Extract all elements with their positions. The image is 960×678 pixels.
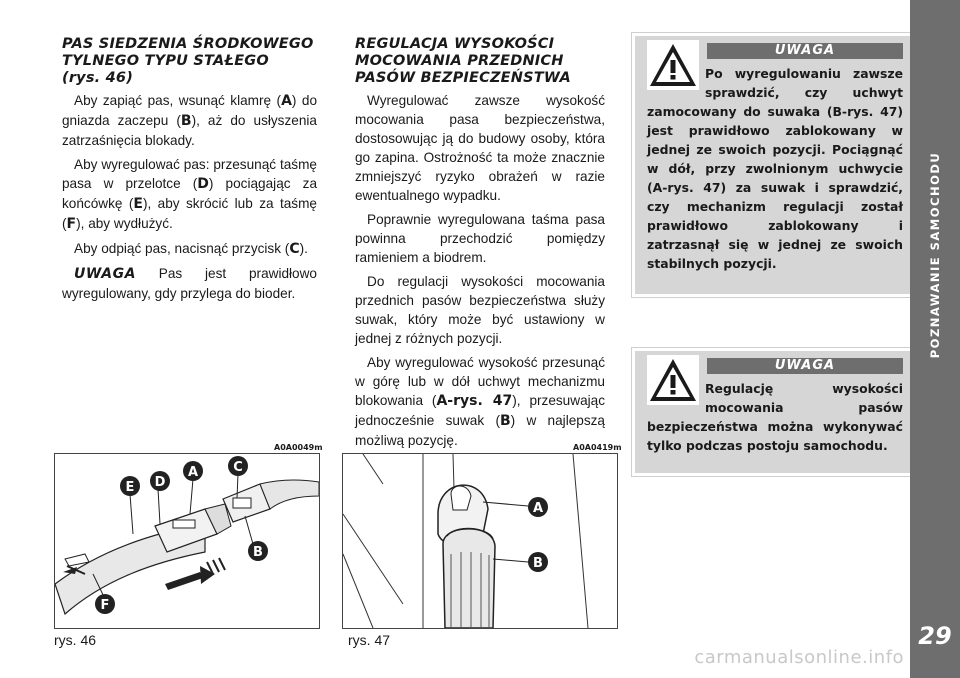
- figure-46: [54, 453, 320, 629]
- chapter-sidebar: [910, 0, 960, 678]
- callout-label: D: [154, 475, 166, 490]
- ref-letter: C: [289, 241, 300, 257]
- text-run: Pas jest prawidłowo wyregulowany, gdy przylega do bioder.: [62, 266, 317, 301]
- callout-label: A: [187, 465, 199, 480]
- paragraph: [355, 353, 605, 450]
- ref-letter: D: [197, 176, 209, 192]
- heading-line: MOCOWANIA PRZEDNICH: [355, 53, 564, 69]
- section-heading: [62, 36, 317, 87]
- text-run: Aby wyregulować pas: przesunąć taśmę pasa w przelotce (: [62, 157, 317, 191]
- seatbelt-buckle-illustration: [55, 454, 319, 628]
- text-run: Aby zapiąć pas, wsunąć klamrę (: [74, 93, 282, 108]
- section-center-belt: [62, 36, 317, 308]
- height-adjuster-illustration: [343, 454, 617, 628]
- watermark: carmanualsonline.info: [694, 647, 904, 668]
- warning-label: UWAGA: [707, 358, 903, 374]
- text-run: ).: [299, 241, 308, 256]
- figure-caption: rys. 46: [54, 632, 97, 648]
- warning-text: [647, 64, 903, 273]
- section-height-adjust: [355, 36, 605, 455]
- callout-label: B: [533, 556, 543, 571]
- heading-line: REGULACJA WYSOKOŚCI: [355, 36, 555, 52]
- paragraph: [62, 239, 317, 259]
- warning-box: [632, 348, 916, 476]
- paragraph: [62, 264, 317, 303]
- figure-code: A0A0049m: [274, 443, 323, 452]
- paragraph: Do regulacji wysokości mocowania przednich pasów bezpieczeństwa służy suwak, który może być ustawiony w jednej z różnych pozycji.: [355, 274, 605, 346]
- ref-letter: E: [133, 196, 143, 212]
- warning-label: UWAGA: [707, 43, 903, 59]
- warning-text: [647, 379, 903, 455]
- page-number: 29: [918, 622, 952, 650]
- text-run: Aby odpiąć pas, nacisnąć przycisk (: [74, 241, 290, 256]
- callout-label: A: [532, 501, 544, 516]
- paragraph: Poprawnie wyregulowana taśma pasa powinna przechodzić pomiędzy ramieniem a biodrem.: [355, 212, 605, 265]
- heading-line: (rys. 46): [62, 70, 134, 86]
- warning-box: [632, 33, 916, 297]
- chapter-title: POZNAWANIE SAMOCHODU: [928, 151, 942, 359]
- callout-label: C: [233, 460, 243, 475]
- paragraph: [62, 155, 317, 234]
- ref-label: A-rys. 47: [436, 393, 513, 409]
- ref-letter: F: [66, 216, 77, 232]
- callout-label: B: [253, 545, 263, 560]
- figure-caption: rys. 47: [348, 632, 391, 648]
- text-run: ) w najlepszą możliwą pozycję.: [355, 413, 605, 448]
- heading-line: PASÓW BEZPIECZEŃSTWA: [355, 70, 571, 86]
- text-run: ), przesuwając jednocześnie suwak (: [355, 393, 606, 428]
- warning-word: UWAGA: [74, 266, 136, 282]
- text-run: ) do gniazda zaczepu (: [62, 93, 317, 128]
- callout-label: E: [125, 480, 135, 495]
- figure-code: A0A0419m: [573, 443, 622, 452]
- ref-letter: A: [281, 93, 292, 109]
- text-run: ), aby skrócić lub za taśmę (: [62, 196, 317, 231]
- warning-text-content: Po wyregulowaniu zawsze sprawdzić, czy uchwyt zamocowany do suwaka (B-rys. 47) jest prawidłowo zablokowany w jednej ze swoich pozycji. Pociągnąć w dół, przy zwolnionym uchwycie (A-rys. 47) za suwak i sprawdzić, czy mechanizm regulacji został prawidłowo zablokowany i zatrzasnął się w jednej ze swoich stabilnych pozycji.: [647, 66, 903, 271]
- ref-letter: B: [180, 113, 192, 129]
- heading-line: PAS SIEDZENIA ŚRODKOWEGO: [62, 36, 314, 52]
- text-run: ), aby wydłużyć.: [76, 216, 173, 231]
- text-run: Aby wyregulować wysokość przesunąć w górę lub w dół uchwyt mechanizmu blokowania (: [355, 355, 605, 408]
- paragraph: Wyregulować zawsze wysokość mocowania pasa bezpieczeństwa, dostosowując ją do budowy osoby, która go zapina. Ostrożność ta może znacznie zmniejszyć ryzyko obrażeń w razie ewentualnego wypadku.: [355, 93, 605, 203]
- warning-text-content: Regulację wysokości mocowania pasów bezpieczeństwa można wykonywać tylko podczas postoju samochodu.: [647, 381, 903, 453]
- figure-47: [342, 453, 618, 629]
- heading-line: TYLNEGO TYPU STAŁEGO: [62, 53, 269, 69]
- paragraph: [62, 91, 317, 150]
- ref-letter: B: [499, 413, 511, 429]
- section-heading: [355, 36, 605, 87]
- text-run: ), aż do usłyszenia zatrzaśnięcia blokady.: [62, 113, 317, 148]
- text-run: ) pociągając za końcówkę (: [62, 176, 318, 211]
- callout-label: F: [100, 598, 110, 613]
